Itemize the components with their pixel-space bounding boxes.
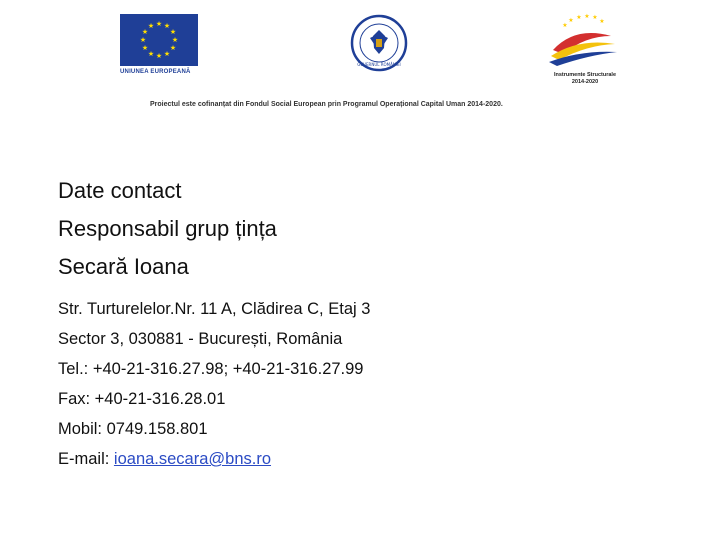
svg-text:★: ★ — [155, 52, 163, 60]
address-line-2: Sector 3, 030881 - București, România — [58, 330, 343, 348]
mobile-line: Mobil: 0749.158.801 — [58, 420, 208, 438]
logo-header — [0, 0, 720, 120]
svg-text:★: ★ — [169, 44, 177, 52]
contact-block — [58, 172, 370, 474]
cofinance-note: Proiectul este cofinanțat din Fondul Social European prin Programul Operațional Capital Uman 2014-2020. — [150, 101, 503, 108]
svg-text:★: ★ — [576, 14, 582, 21]
svg-text:★: ★ — [599, 18, 605, 25]
svg-text:★: ★ — [562, 22, 568, 29]
svg-text:★: ★ — [147, 50, 155, 58]
fax-line: Fax: +40-21-316.28.01 — [58, 390, 226, 408]
fonds-caption-line2: 2014-2020 — [571, 79, 599, 85]
svg-text:★: ★ — [171, 36, 179, 44]
gov-seal-text: GUVERNUL ROMÂNIEI — [357, 62, 401, 67]
eu-logo — [120, 14, 202, 80]
svg-text:★: ★ — [163, 22, 171, 30]
contact-title: Date contact — [58, 178, 182, 203]
svg-text:★: ★ — [163, 50, 171, 58]
phone-line: Tel.: +40-21-316.27.98; +40-21-316.27.99 — [58, 360, 364, 378]
svg-text:★: ★ — [592, 14, 598, 21]
svg-text:★: ★ — [568, 17, 574, 24]
svg-text:★: ★ — [139, 36, 147, 44]
svg-text:★: ★ — [147, 22, 155, 30]
svg-text:★: ★ — [155, 20, 163, 28]
email-label: E-mail: — [58, 450, 114, 468]
email-link[interactable]: ioana.secara@bns.ro — [113, 450, 272, 468]
eu-flag-icon — [120, 14, 198, 66]
eu-stars-icon — [120, 14, 198, 66]
structural-instruments-caption — [539, 72, 631, 86]
coat-of-arms-icon — [350, 14, 408, 72]
svg-text:★: ★ — [141, 28, 149, 36]
address-line-1: Str. Turturelelor.Nr. 11 A, Clădirea C, Etaj 3 — [58, 300, 371, 318]
svg-text:★: ★ — [141, 44, 149, 52]
svg-text:★: ★ — [169, 28, 177, 36]
structural-instruments-logo — [535, 12, 635, 92]
email-line — [58, 444, 370, 474]
contact-role: Responsabil grup țința — [58, 216, 277, 241]
svg-text:★: ★ — [584, 13, 590, 20]
structural-instruments-icon — [535, 12, 635, 72]
fonds-caption-line1: Instrumente Structurale — [553, 72, 617, 78]
government-seal-logo — [350, 14, 408, 72]
contact-name: Secară Ioana — [58, 254, 189, 279]
eu-caption: UNIUNEA EUROPEANĂ — [120, 69, 191, 75]
